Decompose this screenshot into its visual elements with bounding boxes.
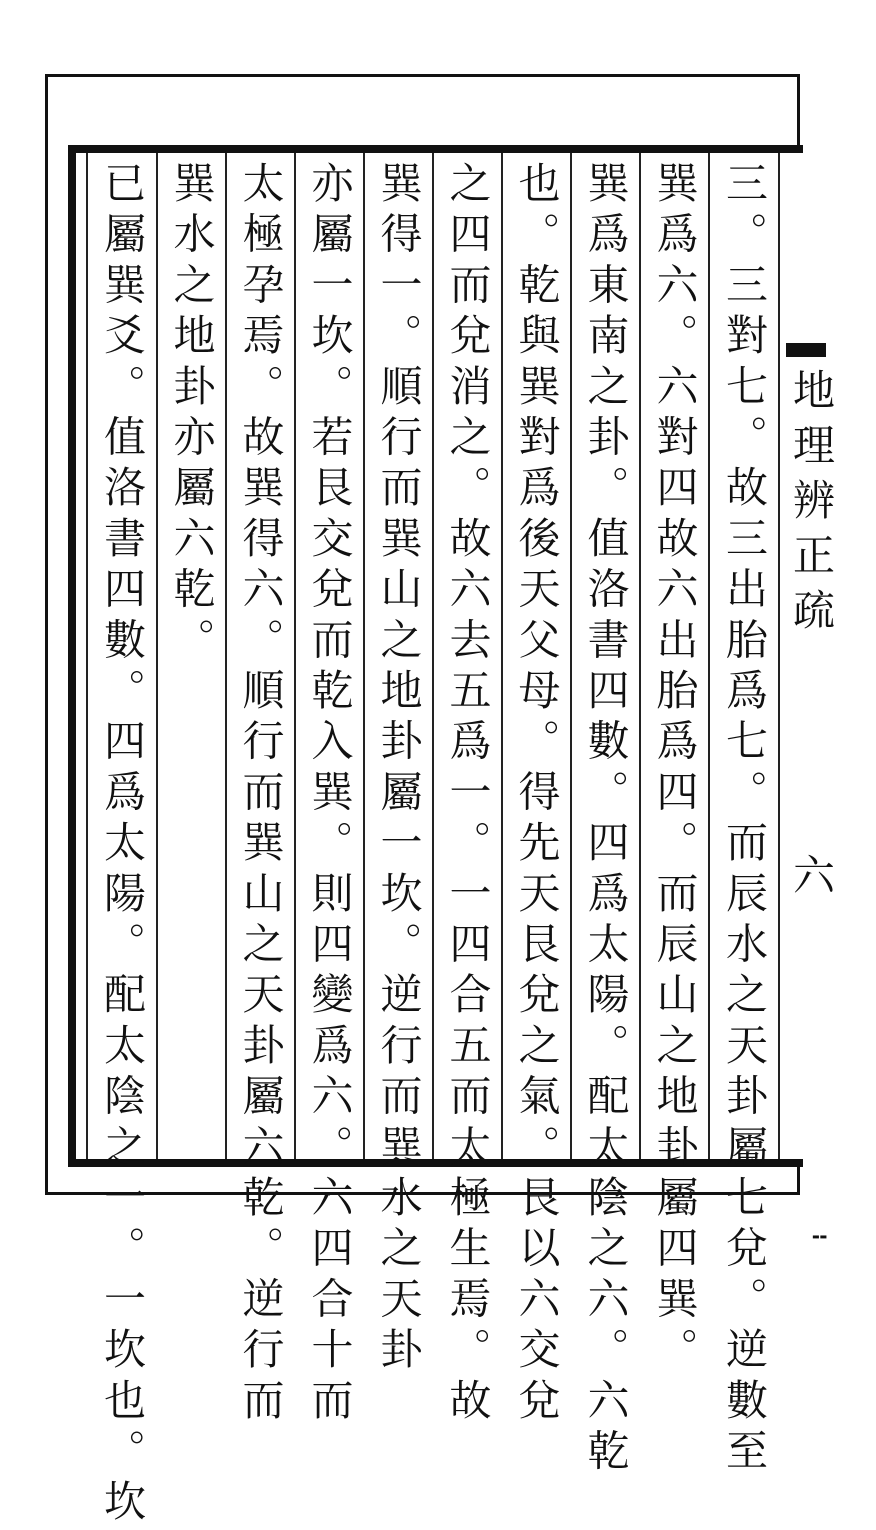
text-column-5 bbox=[432, 153, 501, 1429]
cropped-margin-strip bbox=[778, 153, 836, 1159]
column-text: 太極孕焉。故巽得六。順行而巽山之天卦屬六乾。逆行而 bbox=[236, 161, 286, 1429]
column-text: 也。乾與巽對爲後天父母。得先天艮兌之氣。艮以六交兌 bbox=[512, 161, 562, 1429]
text-column-3 bbox=[570, 153, 639, 1480]
text-column-10 bbox=[86, 153, 156, 1530]
column-text: 巽爲東南之卦。值洛書四數。四爲太陽。配太陰之六。六乾 bbox=[581, 161, 631, 1480]
margin-black-bar bbox=[786, 343, 826, 357]
text-column-2 bbox=[639, 153, 708, 1378]
column-text: 之四而兌消之。故六去五爲一。一四合五而太極生焉。故 bbox=[443, 161, 493, 1429]
printed-text-block bbox=[68, 145, 836, 1530]
edge-fragment: 地 bbox=[787, 368, 836, 410]
text-column-1 bbox=[708, 153, 778, 1480]
edge-fragment: 理 bbox=[787, 423, 836, 465]
edge-fragment: 六 bbox=[787, 853, 836, 895]
column-text: 三。三對七。故三出胎爲七。而辰水之天卦屬七兌。逆數至 bbox=[720, 161, 769, 1480]
corner-mark: ▬▬ bbox=[812, 1232, 828, 1241]
text-column-8 bbox=[225, 153, 294, 1429]
column-text: 巽得一。順行而巽山之地卦屬一坎。逆行而巽水之天卦 bbox=[374, 161, 424, 1378]
edge-fragment: 疏 bbox=[787, 588, 836, 630]
column-text: 已屬巽爻。值洛書四數。四爲太陽。配太陰之一。一坎也。坎 bbox=[98, 161, 147, 1530]
edge-fragment: 辨 bbox=[787, 478, 836, 520]
text-column-4 bbox=[501, 153, 570, 1429]
text-column-7 bbox=[294, 153, 363, 1429]
column-text: 亦屬一坎。若艮交兌而乾入巽。則四變爲六。六四合十而 bbox=[305, 161, 355, 1429]
column-text: 巽爲六。六對四故六出胎爲四。而辰山之地卦屬四巽。 bbox=[650, 161, 700, 1378]
text-column-9 bbox=[156, 153, 225, 1159]
column-text: 巽水之地卦亦屬六乾。 bbox=[167, 161, 217, 668]
text-column-6 bbox=[363, 153, 432, 1378]
edge-fragment: 正 bbox=[787, 533, 836, 575]
